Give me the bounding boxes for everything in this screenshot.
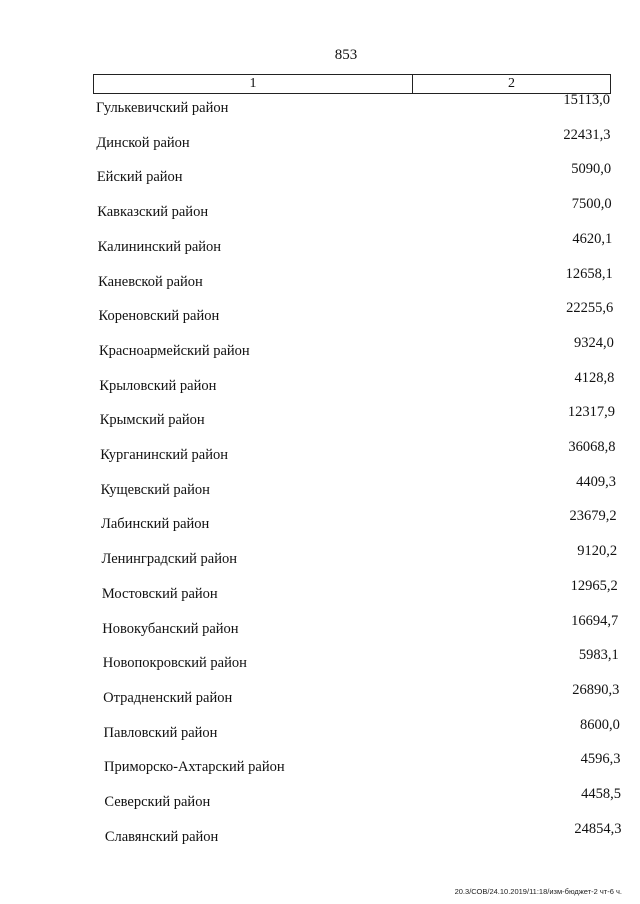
- district-value: 24854,3: [574, 820, 622, 837]
- district-value: 12317,9: [567, 404, 615, 421]
- table-row: [0, 821, 640, 845]
- district-value: 4596,3: [580, 751, 621, 768]
- district-name: Курганинский район: [100, 447, 229, 463]
- district-value: 9120,2: [577, 543, 618, 560]
- table-row: [0, 161, 640, 185]
- table-row: [0, 786, 640, 810]
- district-name: Кореновский район: [98, 308, 220, 325]
- table-row: [0, 474, 640, 498]
- district-name: Динской район: [96, 134, 190, 151]
- district-value: 22431,3: [563, 126, 611, 143]
- district-value: 22255,6: [566, 300, 614, 317]
- district-value: 36068,8: [568, 439, 616, 455]
- district-value: 4620,1: [572, 230, 613, 247]
- district-value: 4458,5: [581, 786, 621, 802]
- district-name: Отрадненский район: [103, 689, 233, 706]
- district-name: Славянский район: [104, 828, 219, 845]
- district-value: 9324,0: [573, 334, 614, 351]
- table-row: [0, 127, 640, 151]
- table-row: [0, 335, 640, 359]
- district-value: 5090,0: [571, 161, 612, 178]
- table-header: [93, 74, 611, 94]
- table-row: [0, 751, 640, 775]
- district-name: Кущевский район: [100, 481, 210, 498]
- district-name: Лабинский район: [101, 516, 210, 533]
- district-value: 23679,2: [569, 508, 617, 525]
- table-row: [0, 300, 640, 324]
- district-name: Павловский район: [103, 724, 218, 741]
- table-row: [0, 543, 640, 567]
- district-name: Гулькевичский район: [96, 100, 229, 116]
- district-name: Каневской район: [98, 273, 203, 290]
- header-column-1: 1: [94, 75, 413, 93]
- district-value: 12658,1: [565, 265, 613, 282]
- footer-stamp: 20.3/СОВ/24.10.2019/11:18/изм-бюджет-2 чт-6 ч.: [454, 887, 622, 896]
- table-row: [0, 231, 640, 255]
- table-row: [0, 578, 640, 602]
- district-value: 7500,0: [571, 196, 612, 213]
- district-value: 5983,1: [578, 647, 619, 664]
- district-name: Мостовский район: [101, 585, 218, 602]
- district-name: Кавказский район: [97, 204, 209, 221]
- table-row: [0, 613, 640, 637]
- district-name: Ленинградский район: [101, 551, 237, 568]
- district-name: Красноармейский район: [98, 342, 250, 359]
- district-value: 26890,3: [572, 681, 620, 698]
- district-name: Новокубанский район: [102, 620, 239, 637]
- table-row: [0, 682, 640, 706]
- district-value: 12965,2: [570, 577, 618, 594]
- header-column-2: 2: [508, 76, 515, 91]
- table-row: [0, 439, 640, 463]
- district-name: Новопокровский район: [102, 655, 247, 672]
- table-row: [0, 717, 640, 741]
- district-value: 4128,8: [574, 369, 615, 386]
- table-row: [0, 647, 640, 671]
- table-row: [0, 370, 640, 394]
- district-value: 16694,7: [571, 612, 619, 629]
- table-row: [0, 404, 640, 428]
- page-number: 853: [334, 47, 358, 63]
- district-value: 8600,0: [580, 716, 620, 733]
- table-row: [0, 92, 640, 116]
- district-name: Приморско-Ахтарский район: [103, 759, 285, 776]
- table-row: [0, 266, 640, 290]
- district-name: Крымский район: [99, 412, 205, 429]
- district-name: Калининский район: [97, 238, 222, 255]
- table-row: [0, 196, 640, 220]
- district-value: 15113,0: [563, 92, 610, 108]
- district-name: Северский район: [104, 794, 211, 810]
- district-value: 4409,3: [576, 473, 617, 490]
- district-name: Крыловский район: [99, 377, 217, 394]
- district-name: Ейский район: [96, 169, 183, 186]
- table-row: [0, 508, 640, 532]
